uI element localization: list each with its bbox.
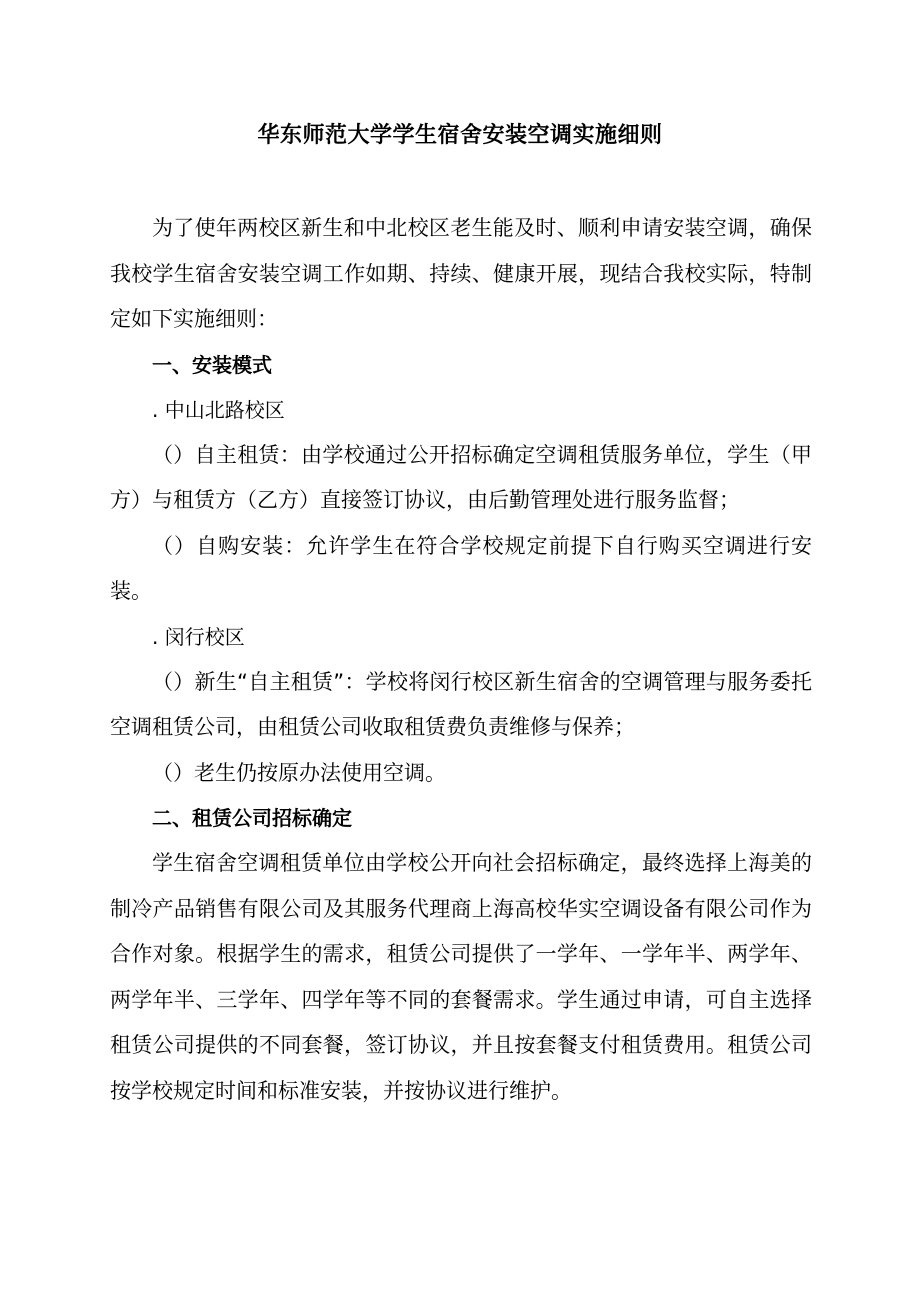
campus2-item1: （）新生“自主租赁”：学校将闵行校区新生宿舍的空调管理与服务委托空调租赁公司，由租赁公司收取租赁费负责维修与保养； bbox=[110, 669, 812, 739]
campus1-item1: （）自主租赁：由学校通过公开招标确定空调租赁服务单位，学生（甲方）与租赁方（乙方）直接签订协议，由后勤管理处进行服务监督； bbox=[110, 442, 812, 512]
campus1-item2: （）自购安装：允许学生在符合学校规定前提下自行购买空调进行安装。 bbox=[110, 533, 812, 603]
document-body bbox=[110, 206, 812, 1114]
section1-heading: 一、安装模式 bbox=[152, 352, 272, 377]
section2-body: 学生宿舍空调租赁单位由学校公开向社会招标确定，最终选择上海美的制冷产品销售有限公司及其服务代理商上海高校华实空调设备有限公司作为合作对象。根据学生的需求，租赁公司提供了一学年、一学年半、两学年、两学年半、三学年、四学年等不同的套餐需求。学生通过申请，可自主选择租赁公司提供的不同套餐，签订协议，并且按套餐支付租赁费用。租赁公司按学校规定时间和标准安装，并按协议进行维护。 bbox=[110, 851, 812, 1103]
campus1-name: . 中山北路校区 bbox=[152, 397, 285, 422]
campus2-item2: （）老生仍按原办法使用空调。 bbox=[152, 760, 446, 785]
intro-paragraph: 为了使年两校区新生和中北校区老生能及时、顺利申请安装空调，确保我校学生宿舍安装空调工作如期、持续、健康开展，现结合我校实际，特制定如下实施细则： bbox=[110, 216, 812, 331]
document-title: 华东师范大学学生宿舍安装空调实施细则 bbox=[257, 123, 663, 148]
campus2-name: . 闵行校区 bbox=[152, 624, 245, 649]
section2-heading: 二、租赁公司招标确定 bbox=[152, 806, 352, 830]
